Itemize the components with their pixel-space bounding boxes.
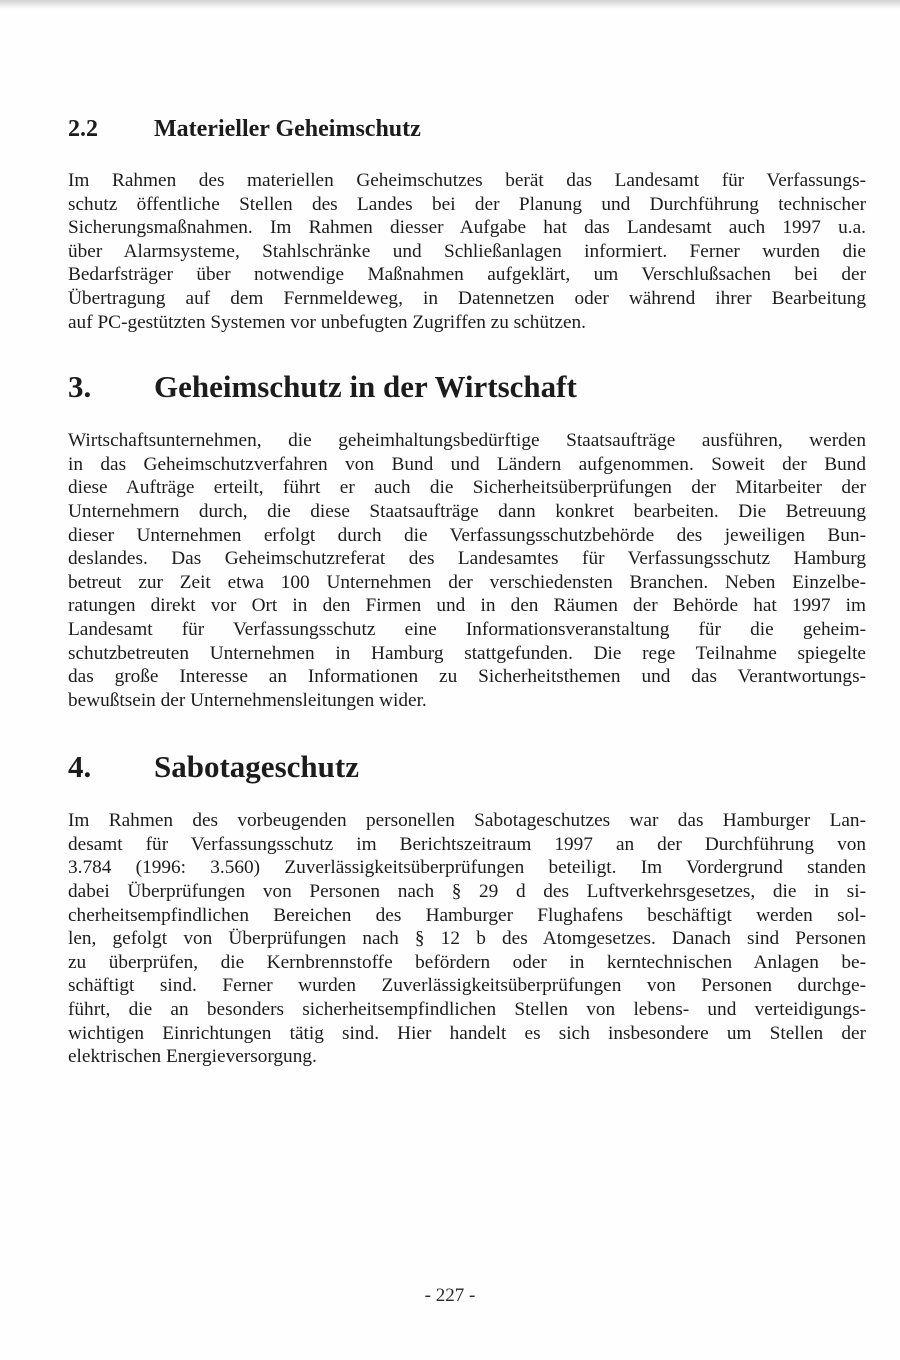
paragraph-line: schutz öffentliche Stellen des Landes bei der Planung und Durchführung technischer [68, 193, 866, 215]
paragraph-line: schutzbetreuten Unternehmen in Hamburg stattgefunden. Die rege Teilnahme spiegelte [68, 642, 866, 664]
section-heading [68, 749, 866, 785]
paragraph-line: führt, die an besonders sicherheitsempfindlichen Stellen von lebens- und verteidigungs- [68, 999, 866, 1021]
section-heading [68, 116, 866, 143]
paragraph-line: wichtigen Einrichtungen tätig sind. Hier handelt es sich insbesondere um Stellen der [68, 1022, 866, 1044]
paragraph-line: elektrischen Energieversorgung. [68, 1046, 317, 1068]
paragraph-line: Bedarfsträger über notwendige Maßnahmen aufgeklärt, um Verschlußsachen bei der [68, 264, 866, 286]
section-title: Materieller Geheimschutz [154, 116, 421, 142]
paragraph-line: schäftigt sind. Ferner wurden Zuverlässigkeitsüberprüfungen von Personen durchge- [68, 975, 866, 997]
paragraph-line: dieser Unternehmen erfolgt durch die Verfassungsschutzbehörde des jeweiligen Bun- [68, 524, 866, 546]
paragraph-line: in das Geheimschutzverfahren von Bund und Ländern aufgenommen. Soweit der Bund [68, 453, 866, 475]
page-number: - 227 - [424, 1285, 476, 1306]
section-title: Sabotageschutz [154, 749, 359, 785]
section-title: Geheimschutz in der Wirtschaft [154, 369, 577, 405]
scan-top-edge [0, 0, 900, 9]
section-number: 2.2 [68, 116, 98, 142]
paragraph-line: deslandes. Das Geheimschutzreferat des Landesamtes für Verfassungsschutz Hamburg [68, 548, 866, 570]
paragraph-line: desamt für Verfassungsschutz im Berichtszeitraum 1997 an der Durchführung von [68, 833, 866, 855]
paragraph-line: Im Rahmen des materiellen Geheimschutzes berät das Landesamt für Verfassungs- [68, 170, 866, 191]
paragraph-line: Wirtschaftsunternehmen, die geheimhaltungsbedürftige Staatsaufträge ausführen, werden [68, 430, 866, 452]
paragraph-line: Übertragung auf dem Fernmeldeweg, in Datennetzen oder während ihrer Bearbeitung [68, 287, 866, 309]
paragraph-line: Unternehmern durch, die diese Staatsaufträge dann konkret bearbeiten. Die Betreuung [68, 500, 866, 522]
section-paragraph [68, 429, 866, 712]
section-number: 4. [68, 749, 92, 785]
paragraph-line: betreut zur Zeit etwa 100 Unternehmen der verschiedensten Branchen. Neben Einzelbe- [68, 571, 866, 593]
paragraph-line: diese Aufträge erteilt, führt er auch die Sicherheitsüberprüfungen der Mitarbeiter der [68, 477, 866, 499]
section-paragraph [68, 169, 866, 334]
paragraph-line: ratungen direkt vor Ort in den Firmen und in den Räumen der Behörde hat 1997 im [68, 595, 866, 617]
paragraph-line: das große Interesse an Informationen zu Sicherheitsthemen und das Verantwortungs- [68, 666, 866, 688]
paragraph-line: Sicherungsmaßnahmen. Im Rahmen diesser Aufgabe hat das Landesamt auch 1997 u.a. [68, 217, 866, 239]
paragraph-line: bewußtsein der Unternehmensleitungen wider. [68, 689, 427, 711]
page-content [68, 112, 866, 1069]
paragraph-line: cherheitsempfindlichen Bereichen des Hamburger Flughafens beschäftigt werden sol- [68, 904, 866, 926]
section-number: 3. [68, 369, 92, 405]
section-heading [68, 369, 866, 405]
section-paragraph [68, 809, 866, 1069]
paragraph-line: Im Rahmen des vorbeugenden personellen Sabotageschutzes war das Hamburger Lan- [68, 810, 866, 832]
paragraph-line: zu überprüfen, die Kernbrennstoffe befördern oder in kerntechnischen Anlagen be- [68, 951, 866, 973]
paragraph-line: dabei Überprüfungen von Personen nach § 29 d des Luftverkehrsgesetzes, die in si- [68, 881, 866, 903]
paragraph-line: über Alarmsysteme, Stahlschränke und Schließanlagen informiert. Ferner wurden die [68, 240, 866, 262]
paragraph-line: len, gefolgt von Überprüfungen nach § 12 b des Atomgesetzes. Danach sind Personen [68, 928, 866, 950]
paragraph-line: 3.784 (1996: 3.560) Zuverlässigkeitsüberprüfungen beteiligt. Im Vordergrund standen [68, 857, 866, 879]
paragraph-line: auf PC-gestützten Systemen vor unbefugten Zugriffen zu schützen. [68, 311, 586, 333]
paragraph-line: Landesamt für Verfassungsschutz eine Informationsveranstaltung für die geheim- [68, 618, 866, 640]
